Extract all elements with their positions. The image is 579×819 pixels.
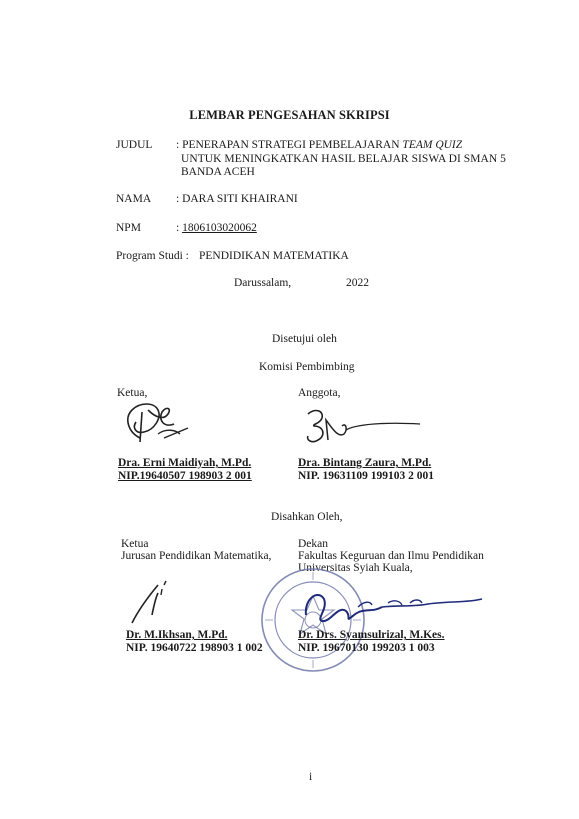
member-signature xyxy=(296,404,426,454)
judul-line-2: UNTUK MENINGKATKAN HASIL BELAJAR SISWA DI SMAN 5 xyxy=(181,153,506,165)
member-name: Dra. Bintang Zaura, M.Pd. xyxy=(298,457,432,469)
npm-label: NPM xyxy=(116,222,141,234)
right-official-nip: NIP. 19670130 199203 1 003 xyxy=(298,642,435,654)
year-label: 2022 xyxy=(346,277,369,289)
left-role-1: Ketua xyxy=(121,538,149,550)
document-title: LEMBAR PENGESAHAN SKRIPSI xyxy=(189,108,390,122)
judul-line-1 xyxy=(176,139,462,151)
chair-role: Ketua, xyxy=(117,387,148,399)
npm-value: 1806103020062 xyxy=(182,222,257,234)
nama-value: : DARA SITI KHAIRANI xyxy=(176,193,298,205)
left-role-2: Jurusan Pendidikan Matematika, xyxy=(121,550,272,562)
left-official-nip: NIP. 19640722 198903 1 002 xyxy=(126,642,263,654)
chair-signature xyxy=(118,398,198,456)
npm-row xyxy=(176,222,257,234)
approved-by: Disetujui oleh xyxy=(272,333,337,345)
judul-label: JUDUL xyxy=(116,139,153,151)
prodi-value: PENDIDIKAN MATEMATIKA xyxy=(199,250,349,262)
place-label: Darussalam, xyxy=(234,277,292,289)
prodi-label: Program Studi : xyxy=(116,250,189,262)
judul-title-prefix: PENERAPAN STRATEGI PEMBELAJARAN xyxy=(182,139,400,151)
right-role-1: Dekan xyxy=(298,538,329,550)
judul-title-italic: TEAM QUIZ xyxy=(402,139,463,151)
right-official-name: Dr. Drs. Syamsulrizal, M.Kes. xyxy=(298,629,445,641)
committee-label: Komisi Pembimbing xyxy=(259,361,355,373)
right-role-3: Universitas Syiah Kuala, xyxy=(298,562,413,574)
member-role: Anggota, xyxy=(298,387,341,399)
left-official-name: Dr. M.Ikhsan, M.Pd. xyxy=(126,629,228,641)
nama-label: NAMA xyxy=(116,193,152,205)
right-role-2: Fakultas Keguruan dan Ilmu Pendidikan xyxy=(298,550,484,562)
ratified-by: Disahkan Oleh, xyxy=(271,511,343,523)
left-signature xyxy=(128,575,178,627)
npm-colon: : xyxy=(176,222,183,234)
page-number: i xyxy=(309,771,313,783)
member-nip: NIP. 19631109 199103 2 001 xyxy=(298,470,434,482)
right-signature xyxy=(298,585,488,627)
judul-line-3: BANDA ACEH xyxy=(181,166,255,178)
chair-nip: NIP.19640507 198903 2 001 xyxy=(118,470,252,482)
chair-name: Dra. Erni Maidiyah, M.Pd. xyxy=(118,457,252,469)
judul-colon: : xyxy=(176,139,180,151)
